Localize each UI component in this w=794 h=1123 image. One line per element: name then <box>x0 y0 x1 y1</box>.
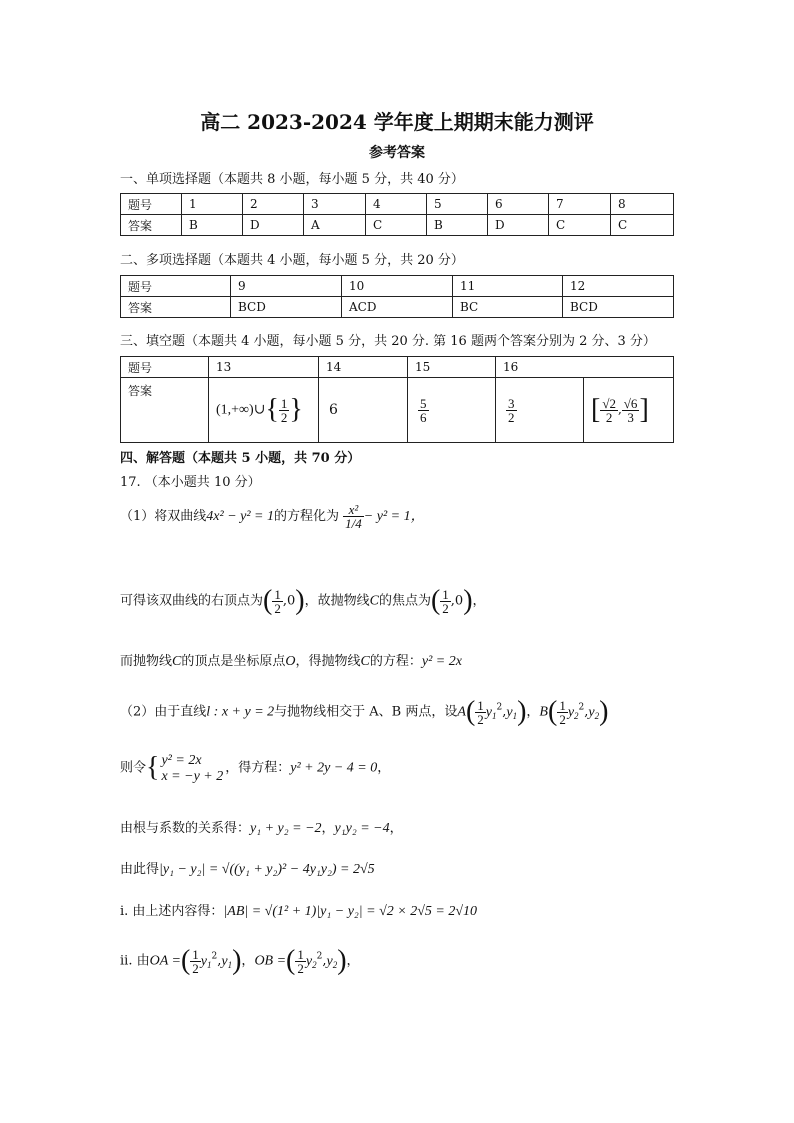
empty-cell <box>584 357 674 378</box>
row-label: 答案 <box>121 297 231 318</box>
answer-cell-13: (1,+∞)∪{ $\frac{1}{2}$ } <box>209 378 319 443</box>
text: （1）将双曲线 <box>120 509 207 524</box>
answer-cell: A <box>304 215 366 236</box>
equation: |AB| = √(1² + 1)|y₁ − y₂| = √2 × 2√5 = 2√10 <box>223 904 478 919</box>
solution-line-5: 则令{ y² = 2x x = −y + 2 ，得方程：y² + 2y − 4 = 0， <box>120 752 391 784</box>
answer-cell-14: 6 <box>319 378 408 443</box>
equation: y₁ + y₂ = −2 <box>250 821 322 836</box>
answer-cell-16a <box>496 378 584 443</box>
section2-table <box>120 275 674 318</box>
row-label: 题号 <box>121 357 209 378</box>
frac-denominator: 2 <box>508 409 515 425</box>
answer-cell: D <box>243 215 304 236</box>
equation: y² + 2y − 4 = 0 <box>290 760 378 776</box>
text: ，故抛物线 <box>304 593 370 609</box>
table-row <box>121 194 674 215</box>
text: 则令 <box>120 760 147 776</box>
q17-title: 17. （本小题共 10 分） <box>120 475 261 490</box>
section3-table <box>120 356 674 443</box>
section2-heading: 二、多项选择题（本题共 4 小题，每小题 5 分，共 20 分） <box>120 253 464 268</box>
text: ， <box>377 760 391 776</box>
question-number: 1 <box>182 194 243 215</box>
question-number: 7 <box>549 194 611 215</box>
text: i. 由上述内容得： <box>120 904 224 919</box>
vector-ob: OB = <box>254 953 287 969</box>
text: 由根与系数的关系得： <box>120 821 251 836</box>
text: 的方程化为 <box>274 509 340 524</box>
question-number: 11 <box>453 276 563 297</box>
section1-table <box>120 193 674 236</box>
text: 而抛物线 <box>120 654 173 669</box>
text: 的焦点为 <box>378 593 431 609</box>
question-number: 13 <box>209 357 319 378</box>
row-label: 答案 <box>121 378 209 443</box>
question-number: 14 <box>319 357 408 378</box>
text: 可得该双曲线的右顶点为 <box>120 593 264 609</box>
solution-line-7 <box>120 858 375 878</box>
table-row <box>121 378 674 443</box>
text: 由此得 <box>120 862 160 877</box>
equation: − y² = 1， <box>363 509 425 524</box>
table-row <box>121 215 674 236</box>
row-label: 题号 <box>121 276 231 297</box>
frac-numerator: 1 <box>280 395 288 411</box>
section1-heading: 一、单项选择题（本题共 8 小题，每小题 5 分，共 40 分） <box>120 172 464 187</box>
vector-oa: OA = <box>149 953 181 969</box>
solution-line-2: 可得该双曲线的右顶点为( $\frac{1}{2}$ ,0)，故抛物线C的焦点为( $\frac{1}{2}$ ,0)， <box>120 585 486 616</box>
question-number: 10 <box>342 276 453 297</box>
text: ， <box>321 821 335 836</box>
answer-cell: ACD <box>342 297 453 318</box>
frac-denominator: 1/4 <box>345 516 362 531</box>
system-eq-2: x = −y + 2 <box>161 768 224 784</box>
answer-cell: C <box>611 215 674 236</box>
equation: y² = 2x <box>421 654 462 669</box>
solution-line-8 <box>120 900 477 920</box>
question-number: 2 <box>243 194 304 215</box>
answer-cell: BC <box>453 297 563 318</box>
table-row <box>121 357 674 378</box>
section4-heading: 四、解答题（本题共 5 小题，共 70 分） <box>120 451 361 466</box>
text: ， <box>389 821 403 836</box>
frac-numerator: √6 <box>623 395 638 411</box>
frac-numerator: x² <box>343 503 364 517</box>
text: 与抛物线相交于 A、B 两点，设 <box>274 704 458 720</box>
system-eq-1: y² = 2x <box>161 752 202 768</box>
var-c: C <box>360 654 370 669</box>
equation: l : x + y = 2 <box>206 704 275 720</box>
text: ， <box>472 593 486 609</box>
equation: 4x² − y² = 1 <box>206 509 274 524</box>
text: ，得方程： <box>225 760 291 776</box>
question-number: 3 <box>304 194 366 215</box>
text: 的顶点是坐标原点 <box>181 654 286 669</box>
text: （2）由于直线 <box>120 704 207 720</box>
text: ii. 由 <box>120 953 150 969</box>
frac-numerator: √2 <box>602 395 616 411</box>
question-number: 4 <box>366 194 427 215</box>
table-row <box>121 276 674 297</box>
frac-denominator: 6 <box>420 409 427 425</box>
solution-line-9: ii. 由OA =( $\frac{1}{2}$ $y_1^2,y_1$)，OB =( $\frac{1}{2}$ $y_2^2,y_2$)， <box>120 945 360 976</box>
text: 的方程： <box>369 654 422 669</box>
row-label: 题号 <box>121 194 182 215</box>
question-number: 8 <box>611 194 674 215</box>
question-number: 12 <box>563 276 674 297</box>
question-number: 15 <box>408 357 496 378</box>
var-o: O <box>285 654 296 669</box>
answer-cell: BCD <box>231 297 342 318</box>
question-number: 16 <box>496 357 584 378</box>
equation: |y₁ − y₂| = √((y₁ + y₂)² − 4y₁y₂) = 2√5 <box>159 862 375 877</box>
frac-denominator: 2 <box>605 409 613 425</box>
question-number: 5 <box>427 194 488 215</box>
var-c: C <box>369 593 379 609</box>
text: ， <box>346 953 360 969</box>
frac-denominator: 2 <box>280 409 288 425</box>
answer-cell: BCD <box>563 297 674 318</box>
equation: y₁y₂ = −4 <box>334 821 390 836</box>
page-title: 高二 2023-2024 学年度上期期末能力测评 <box>200 110 594 134</box>
answer-cell-15 <box>408 378 496 443</box>
frac-denominator: 3 <box>627 409 634 425</box>
frac-numerator: 5 <box>420 395 427 411</box>
text: ，得抛物线 <box>295 654 361 669</box>
answer-cell: B <box>182 215 243 236</box>
page-subtitle: 参考答案 <box>369 145 425 161</box>
solution-line-1 <box>120 503 425 530</box>
answer-cell: D <box>488 215 549 236</box>
answer-cell: C <box>366 215 427 236</box>
row-label: 答案 <box>121 215 182 236</box>
answer-13-text: (1,+∞)∪ <box>216 402 266 418</box>
question-number: 9 <box>231 276 342 297</box>
question-number: 6 <box>488 194 549 215</box>
frac-numerator: 3 <box>508 395 515 411</box>
section3-heading: 三、填空题（本题共 4 小题，每小题 5 分，共 20 分. 第 16 题两个答案分别为 2 分、3 分） <box>120 334 656 349</box>
answer-cell: C <box>549 215 611 236</box>
solution-line-4: （2）由于直线l : x + y = 2与抛物线相交于 A、B 两点，设A( $\frac{1}{2}$ $y_1^2,y_1$)，B( $\frac{1}{2}$ $y_2^2,y_2$) <box>120 696 609 727</box>
solution-line-3 <box>120 650 462 670</box>
answer-cell-16b: [ $\frac{√2}{2}$ , $\frac{√6}{3}$ ] <box>584 378 674 443</box>
solution-line-6 <box>120 817 403 837</box>
table-row <box>121 297 674 318</box>
answer-cell: B <box>427 215 488 236</box>
var-c: C <box>172 654 182 669</box>
